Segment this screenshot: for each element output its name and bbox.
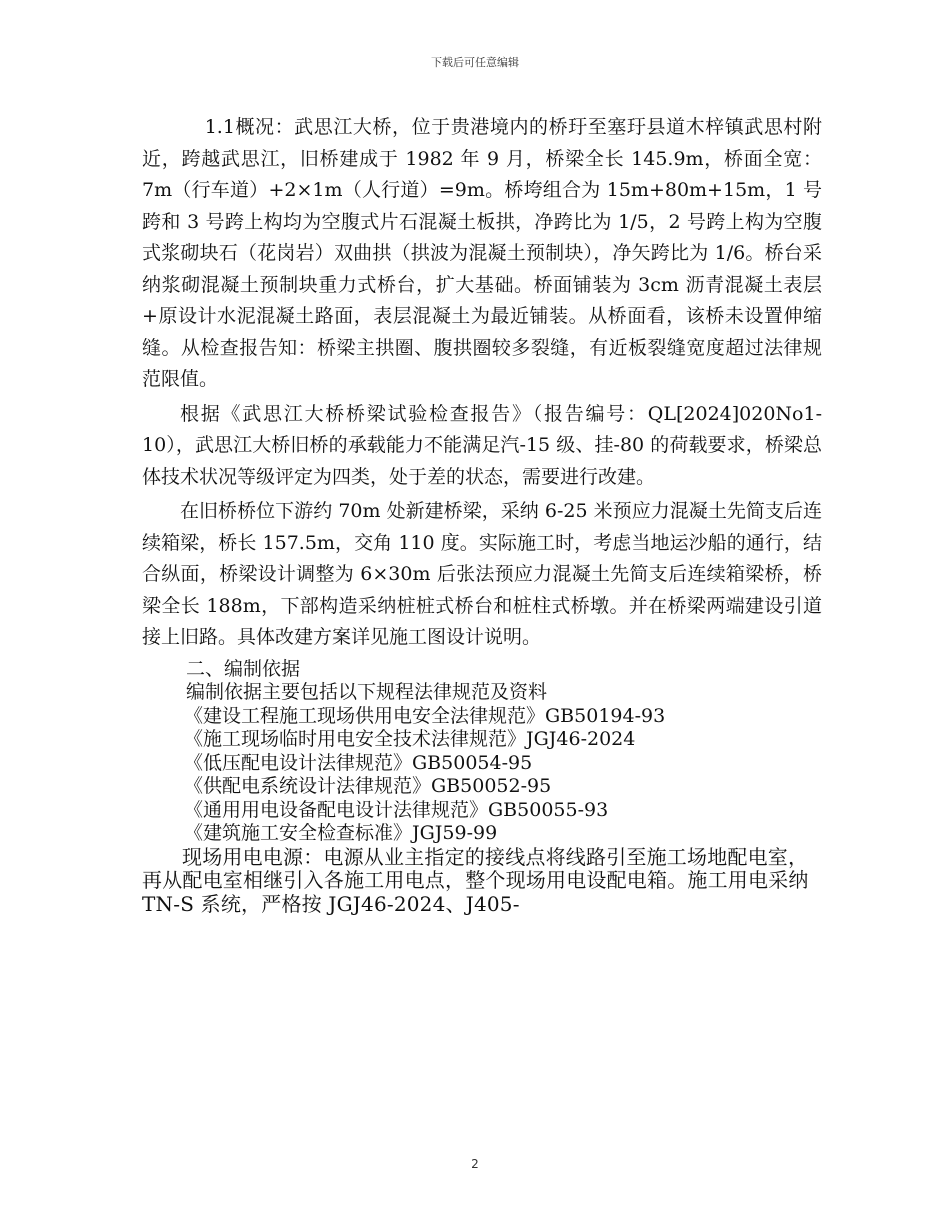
paragraph-inspection: 根据《武思江大桥桥梁试验检查报告》（报告编号：QL[2024]020No1-10），武思江大桥旧桥的承载能力不能满足汽-15 级、挂-80 的荷载要求，桥梁总体技术状况等级评定为四类，处于差的状态，需要进行改建。 xyxy=(142,402,822,488)
page-number: 2 xyxy=(471,1157,479,1171)
list-item: 《低压配电设计法律规范》GB50054-95 xyxy=(184,751,533,774)
document-body xyxy=(142,112,822,916)
list-item: 《建设工程施工现场供用电安全法律规范》GB50194-93 xyxy=(184,704,666,727)
section-title: 二、编制依据 xyxy=(186,657,301,680)
section-intro: 编制依据主要包括以下规程法律规范及资料 xyxy=(186,681,548,703)
page-header: 下载后可任意编辑 xyxy=(431,56,519,69)
paragraph-power-source: 现场用电电源：电源从业主指定的接线点将线路引至施工场地配电室，再从配电室相继引入各施工用电点，整个现场用电设配电箱。施工用电采纳 TN-S 系统，严格按 JGJ46-2024、J405- xyxy=(142,844,809,916)
list-item: 《建筑施工安全检查标准》JGJ59-99 xyxy=(184,822,498,844)
list-item: 《通用用电设备配电设计法律规范》GB50055-93 xyxy=(184,798,609,821)
paragraph-new-bridge: 在旧桥桥位下游约 70m 处新建桥梁，采纳 6-25 米预应力混凝土先简支后连续箱梁，桥长 157.5m，交角 110 度。实际施工时，考虑当地运沙船的通行，结合纵面，桥梁设计调整为 6×30m 后张法预应力混凝土先简支后连续箱梁桥，桥梁全长 188m，下部构造采纳桩桩式桥台和桩柱式桥墩。并在桥梁两端建设引道接上旧路。具体改建方案详见施工图设计说明。 xyxy=(142,500,822,648)
section-basis xyxy=(142,658,822,917)
list-item: 《施工现场临时用电安全技术法律规范》JGJ46-2024 xyxy=(184,728,636,750)
paragraph-overview: 1.1概况：武思江大桥，位于贵港境内的桥玗至塞玗县道木梓镇武思村附近，跨越武思江，旧桥建成于 1982 年 9 月，桥梁全长 145.9m，桥面全宽：7m（行车道）+2×1m（人行道）=9m。桥垮组合为 15m+80m+15m，1 号跨和 3 号跨上构均为空腹式片石混凝土板拱，净跨比为 1/5，2 号跨上构为空腹式浆砌块石（花岗岩）双曲拱（拱波为混凝土预制块），净矢跨比为 1/6。桥台采纳浆砌混凝土预制块重力式桥台，扩大基础。桥面铺装为 3cm 沥青混凝土表层+原设计水泥混凝土路面，表层混凝土为最近铺装。从桥面看，该桥未设置伸缩缝。从检查报告知：桥梁主拱圈、腹拱圈较多裂缝，有近板裂缝宽度超过法律规范限值。 xyxy=(142,116,822,390)
list-item: 《供配电系统设计法律规范》GB50052-95 xyxy=(184,775,552,797)
